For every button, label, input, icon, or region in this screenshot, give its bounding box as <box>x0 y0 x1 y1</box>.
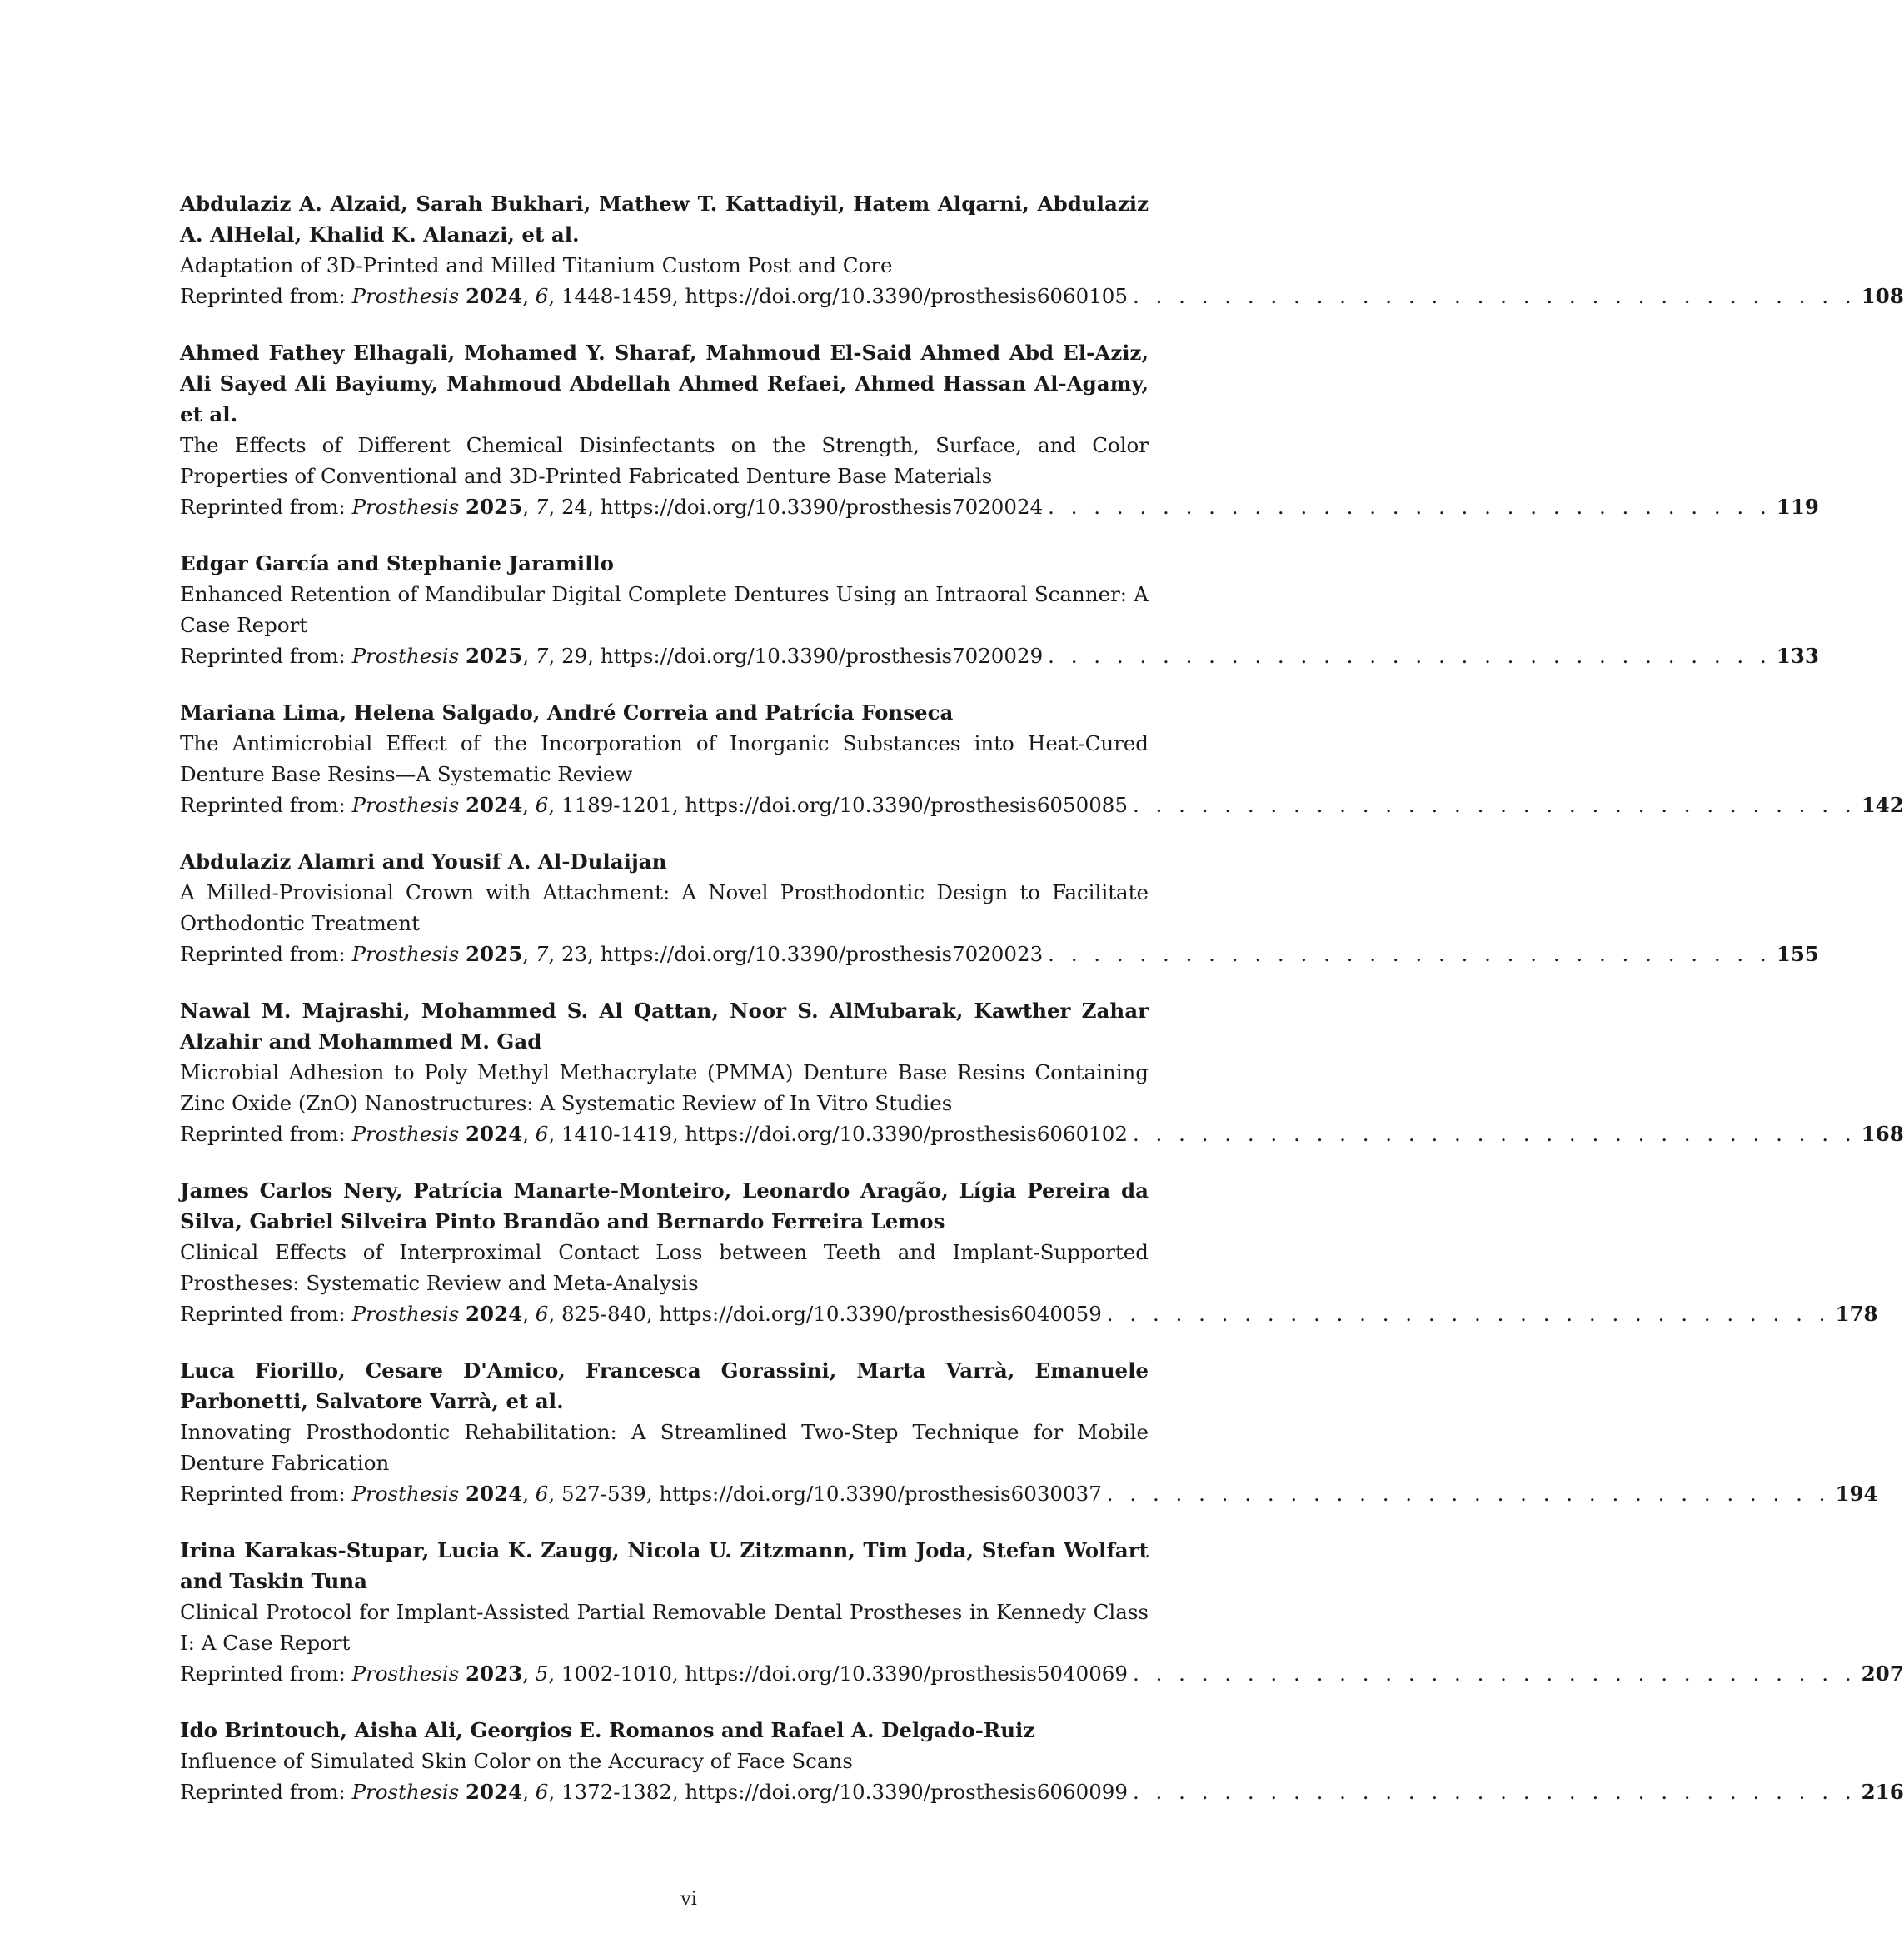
entry-reprint-line <box>180 1478 1878 1509</box>
entry-page-number[interactable]: 216 <box>1861 1780 1904 1804</box>
publication-year: 2024 <box>466 1780 523 1804</box>
reprint-prefix: Reprinted from: <box>180 942 352 966</box>
entry-page-number[interactable]: 168 <box>1861 1122 1904 1146</box>
dot-leader: . . . . . . . . . . . . . . . . . . . . . . . . . . . . . . . . <box>1132 1122 1857 1146</box>
volume-number: 6 <box>535 1122 549 1146</box>
dot-leader: . . . . . . . . . . . . . . . . . . . . . . . . . . . . . . . . <box>1132 1662 1857 1686</box>
journal-name: Prosthesis <box>351 1302 460 1326</box>
publication-year: 2023 <box>466 1662 523 1686</box>
entry-citation: Reprinted from: Prosthesis 2024, 6, 825-840, https://doi.org/10.3390/prosthesis6040059 <box>180 1302 1102 1326</box>
dot-leader: . . . . . . . . . . . . . . . . . . . . . . . . . . . . . . . . <box>1048 644 1772 668</box>
doi-link[interactable]: , 24, https://doi.org/10.3390/prosthesis7020024 <box>548 495 1044 519</box>
dot-leader: . . . . . . . . . . . . . . . . . . . . . . . . . . . . . . . . <box>1132 793 1857 817</box>
entry-citation: Reprinted from: Prosthesis 2024, 6, 527-539, https://doi.org/10.3390/prosthesis6030037 <box>180 1482 1102 1506</box>
page-number: vi <box>680 1889 697 1910</box>
volume-number: 7 <box>535 942 549 966</box>
table-of-contents <box>180 188 1904 1833</box>
reprint-prefix: Reprinted from: <box>180 1122 352 1146</box>
journal-name: Prosthesis <box>351 1122 460 1146</box>
entry-title: Influence of Simulated Skin Color on the Accuracy of Face Scans <box>180 1749 853 1773</box>
reprint-prefix: Reprinted from: <box>180 1662 352 1686</box>
toc-entry <box>180 697 1904 820</box>
entry-reprint-line <box>180 1118 1904 1149</box>
toc-entry <box>180 188 1904 311</box>
volume-number: 6 <box>535 793 549 817</box>
reprint-prefix: Reprinted from: <box>180 1302 352 1326</box>
entry-page-number[interactable]: 108 <box>1861 284 1904 308</box>
entry-reprint-line <box>180 640 1819 671</box>
entry-reprint-line <box>180 939 1819 969</box>
entry-citation: Reprinted from: Prosthesis 2025, 7, 23, https://doi.org/10.3390/prosthesis7020023 <box>180 942 1044 966</box>
journal-name: Prosthesis <box>351 1482 460 1506</box>
entry-page-number[interactable]: 142 <box>1861 793 1904 817</box>
entry-citation: Reprinted from: Prosthesis 2024, 6, 1372-1382, https://doi.org/10.3390/prosthesis6060099 <box>180 1780 1128 1804</box>
entry-authors: Ahmed Fathey Elhagali, Mohamed Y. Sharaf, Mahmoud El-Said Ahmed Abd El-Aziz, Ali Sayed Ali Bayiumy, Mahmoud Abdellah Ahmed Refaei, Ahmed Hassan Al-Agamy, et al. <box>180 341 1149 426</box>
entry-authors: Abdulaziz Alamri and Yousif A. Al-Dulaijan <box>180 849 667 874</box>
volume-number: 5 <box>535 1662 549 1686</box>
doi-link[interactable]: , 1002-1010, https://doi.org/10.3390/prosthesis5040069 <box>548 1662 1128 1686</box>
entry-title: The Effects of Different Chemical Disinfectants on the Strength, Surface, and Color Properties of Conventional and 3D-Printed Fabricated Denture Base Materials <box>180 433 1149 488</box>
journal-name: Prosthesis <box>351 793 460 817</box>
doi-link[interactable]: , 1410-1419, https://doi.org/10.3390/prosthesis6060102 <box>548 1122 1128 1146</box>
entry-title: Microbial Adhesion to Poly Methyl Methacrylate (PMMA) Denture Base Resins Containing Zinc Oxide (ZnO) Nanostructures: A Systematic Review of In Vitro Studies <box>180 1060 1149 1115</box>
entry-title: The Antimicrobial Effect of the Incorporation of Inorganic Substances into Heat-Cured Denture Base Resins—A Systematic Review <box>180 731 1149 786</box>
volume-number: 6 <box>535 1302 549 1326</box>
entry-title: Clinical Effects of Interproximal Contact Loss between Teeth and Implant-Supported Prostheses: Systematic Review and Meta-Analysis <box>180 1240 1149 1295</box>
publication-year: 2024 <box>466 1482 523 1506</box>
entry-authors: Mariana Lima, Helena Salgado, André Correia and Patrícia Fonseca <box>180 700 954 725</box>
doi-link[interactable]: , 29, https://doi.org/10.3390/prosthesis7020029 <box>548 644 1044 668</box>
publication-year: 2024 <box>466 1122 523 1146</box>
entry-citation: Reprinted from: Prosthesis 2024, 6, 1448-1459, https://doi.org/10.3390/prosthesis6060105 <box>180 284 1128 308</box>
dot-leader: . . . . . . . . . . . . . . . . . . . . . . . . . . . . . . . . <box>1106 1482 1831 1506</box>
entry-authors: James Carlos Nery, Patrícia Manarte-Monteiro, Leonardo Aragão, Lígia Pereira da Silva, Gabriel Silveira Pinto Brandão and Bernardo Ferreira Lemos <box>180 1178 1149 1233</box>
dot-leader: . . . . . . . . . . . . . . . . . . . . . . . . . . . . . . . . <box>1106 1302 1831 1326</box>
entry-title: Adaptation of 3D-Printed and Milled Titanium Custom Post and Core <box>180 253 893 277</box>
entry-citation: Reprinted from: Prosthesis 2025, 7, 24, https://doi.org/10.3390/prosthesis7020024 <box>180 495 1044 519</box>
entry-page-number[interactable]: 133 <box>1776 644 1819 668</box>
toc-entry <box>180 995 1904 1149</box>
entry-title: A Milled-Provisional Crown with Attachment: A Novel Prosthodontic Design to Facilitate Orthodontic Treatment <box>180 880 1149 935</box>
toc-entry <box>180 1175 1878 1329</box>
journal-name: Prosthesis <box>351 495 460 519</box>
toc-entry <box>180 1355 1878 1509</box>
doi-link[interactable]: , 23, https://doi.org/10.3390/prosthesis7020023 <box>548 942 1044 966</box>
journal-name: Prosthesis <box>351 1662 460 1686</box>
reprint-prefix: Reprinted from: <box>180 495 352 519</box>
entry-reprint-line <box>180 1776 1904 1807</box>
publication-year: 2025 <box>466 942 523 966</box>
doi-link[interactable]: , 1189-1201, https://doi.org/10.3390/prosthesis6050085 <box>548 793 1128 817</box>
entry-title: Innovating Prosthodontic Rehabilitation: A Streamlined Two-Step Technique for Mobile Denture Fabrication <box>180 1420 1149 1475</box>
entry-citation: Reprinted from: Prosthesis 2024, 6, 1410-1419, https://doi.org/10.3390/prosthesis6060102 <box>180 1122 1128 1146</box>
volume-number: 7 <box>535 495 549 519</box>
toc-entry <box>180 846 1819 969</box>
publication-year: 2025 <box>466 644 523 668</box>
publication-year: 2025 <box>466 495 523 519</box>
doi-link[interactable]: , 825-840, https://doi.org/10.3390/prosthesis6040059 <box>548 1302 1102 1326</box>
entry-page-number[interactable]: 194 <box>1835 1482 1878 1506</box>
toc-entry <box>180 1535 1904 1689</box>
dot-leader: . . . . . . . . . . . . . . . . . . . . . . . . . . . . . . . . <box>1048 942 1772 966</box>
entry-citation: Reprinted from: Prosthesis 2024, 6, 1189-1201, https://doi.org/10.3390/prosthesis6050085 <box>180 793 1128 817</box>
doi-link[interactable]: , 527-539, https://doi.org/10.3390/prosthesis6030037 <box>548 1482 1102 1506</box>
volume-number: 6 <box>535 284 549 308</box>
volume-number: 6 <box>535 1780 549 1804</box>
reprint-prefix: Reprinted from: <box>180 644 352 668</box>
publication-year: 2024 <box>466 1302 523 1326</box>
reprint-prefix: Reprinted from: <box>180 1482 352 1506</box>
reprint-prefix: Reprinted from: <box>180 284 352 308</box>
journal-name: Prosthesis <box>351 942 460 966</box>
entry-authors: Edgar García and Stephanie Jaramillo <box>180 551 615 575</box>
entry-reprint-line <box>180 281 1904 311</box>
entry-page-number[interactable]: 155 <box>1776 942 1819 966</box>
dot-leader: . . . . . . . . . . . . . . . . . . . . . . . . . . . . . . . . <box>1132 1780 1857 1804</box>
dot-leader: . . . . . . . . . . . . . . . . . . . . . . . . . . . . . . . . <box>1048 495 1772 519</box>
entry-reprint-line <box>180 1298 1878 1329</box>
publication-year: 2024 <box>466 793 523 817</box>
entry-authors: Nawal M. Majrashi, Mohammed S. Al Qattan, Noor S. AlMubarak, Kawther Zahar Alzahir and Mohammed M. Gad <box>180 999 1149 1054</box>
toc-entry <box>180 1715 1904 1807</box>
entry-reprint-line <box>180 1658 1904 1689</box>
entry-citation: Reprinted from: Prosthesis 2025, 7, 29, https://doi.org/10.3390/prosthesis7020029 <box>180 644 1044 668</box>
entry-title: Enhanced Retention of Mandibular Digital Complete Dentures Using an Intraoral Scanner: A Case Report <box>180 582 1149 637</box>
publication-year: 2024 <box>466 284 523 308</box>
entry-authors: Ido Brintouch, Aisha Ali, Georgios E. Romanos and Rafael A. Delgado-Ruiz <box>180 1718 1035 1742</box>
journal-name: Prosthesis <box>351 1780 460 1804</box>
toc-entry <box>180 337 1819 522</box>
dot-leader: . . . . . . . . . . . . . . . . . . . . . . . . . . . . . . . . <box>1132 284 1857 308</box>
doi-link[interactable]: , 1448-1459, https://doi.org/10.3390/prosthesis6060105 <box>548 284 1128 308</box>
entry-page-number[interactable]: 119 <box>1776 495 1819 519</box>
entry-page-number[interactable]: 207 <box>1861 1662 1904 1686</box>
volume-number: 7 <box>535 644 549 668</box>
entry-authors: Irina Karakas-Stupar, Lucia K. Zaugg, Nicola U. Zitzmann, Tim Joda, Stefan Wolfart and Taskin Tuna <box>180 1538 1149 1593</box>
journal-name: Prosthesis <box>351 284 460 308</box>
entry-title: Clinical Protocol for Implant-Assisted Partial Removable Dental Prostheses in Kennedy Class I: A Case Report <box>180 1600 1149 1655</box>
entry-authors: Abdulaziz A. Alzaid, Sarah Bukhari, Mathew T. Kattadiyil, Hatem Alqarni, Abdulaziz A. AlHelal, Khalid K. Alanazi, et al. <box>180 192 1149 247</box>
volume-number: 6 <box>535 1482 549 1506</box>
toc-entry <box>180 548 1819 671</box>
entry-page-number[interactable]: 178 <box>1835 1302 1878 1326</box>
journal-name: Prosthesis <box>351 644 460 668</box>
entry-reprint-line <box>180 790 1904 820</box>
entry-authors: Luca Fiorillo, Cesare D'Amico, Francesca Gorassini, Marta Varrà, Emanuele Parbonetti, Salvatore Varrà, et al. <box>180 1358 1149 1413</box>
doi-link[interactable]: , 1372-1382, https://doi.org/10.3390/prosthesis6060099 <box>548 1780 1128 1804</box>
reprint-prefix: Reprinted from: <box>180 793 352 817</box>
entry-citation: Reprinted from: Prosthesis 2023, 5, 1002-1010, https://doi.org/10.3390/prosthesis5040069 <box>180 1662 1128 1686</box>
reprint-prefix: Reprinted from: <box>180 1780 352 1804</box>
entry-reprint-line <box>180 491 1819 522</box>
